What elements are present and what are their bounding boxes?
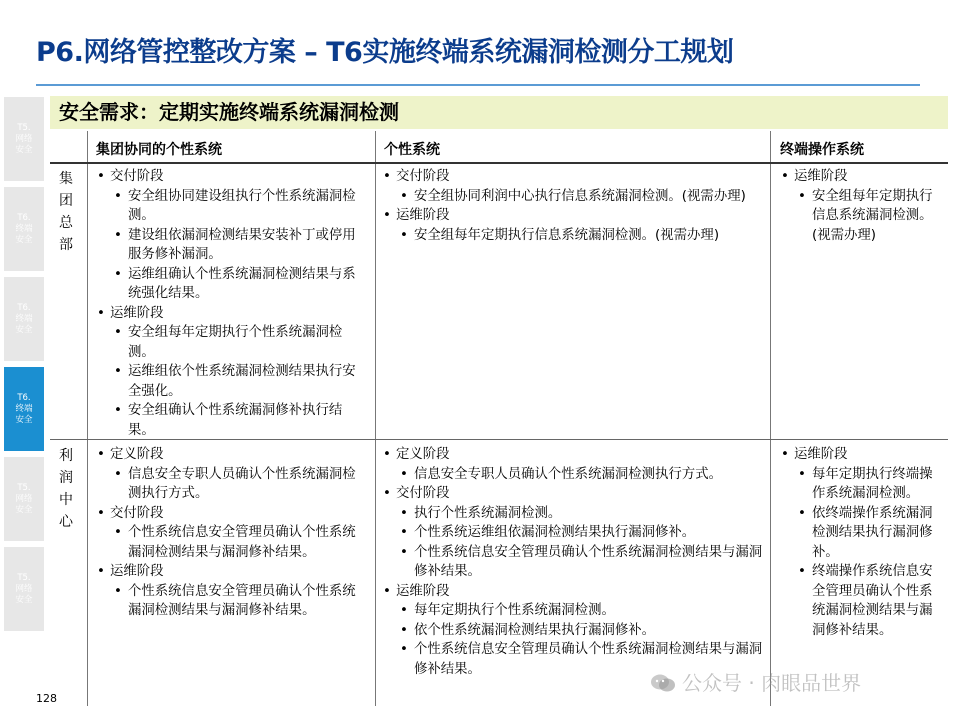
phase-item: • 交付阶段 — [380, 167, 766, 187]
table-divider — [375, 131, 376, 706]
phase-item: • 交付阶段 — [380, 484, 766, 504]
side-tab-6[interactable]: T5. 网络 安全 — [4, 547, 44, 631]
task-item: • 依终端操作系统漏洞检测结果执行漏洞修补。 — [778, 504, 942, 563]
row-label-profit-center: 利 润 中 心 — [59, 448, 73, 530]
phase-item: • 定义阶段 — [94, 445, 366, 465]
cell-pc-group-systems — [94, 445, 366, 621]
bullet-list — [380, 167, 766, 245]
column-header-terminal-os: 终端操作系统 — [780, 142, 864, 158]
table-divider — [770, 131, 771, 706]
task-item: • 安全组确认个性系统漏洞修补执行结果。 — [94, 401, 366, 440]
phase-item: • 运维阶段 — [94, 562, 366, 582]
table-header-rule — [50, 162, 948, 164]
section-side-nav — [4, 97, 46, 637]
task-item: • 个性系统运维组依漏洞检测结果执行漏洞修补。 — [380, 523, 766, 543]
phase-item: • 运维阶段 — [380, 206, 766, 226]
side-tab-1[interactable]: T5. 网络 安全 — [4, 97, 44, 181]
responsibility-table — [50, 131, 948, 706]
task-item: • 安全组每年定期执行个性系统漏洞检测。 — [94, 323, 366, 362]
watermark — [650, 667, 861, 696]
task-item: • 每年定期执行个性系统漏洞检测。 — [380, 601, 766, 621]
side-tab-5[interactable]: T5. 网络 安全 — [4, 457, 44, 541]
side-tab-4-active[interactable]: T6. 终端 安全 — [4, 367, 44, 451]
task-item: • 运维组依个性系统漏洞检测结果执行安全强化。 — [94, 362, 366, 401]
task-item: • 个性系统信息安全管理员确认个性系统漏洞检测结果与漏洞修补结果。 — [380, 640, 766, 679]
page-number: 128 — [36, 692, 57, 705]
cell-pc-terminal-os — [778, 445, 942, 640]
task-item: • 每年定期执行终端操作系统漏洞检测。 — [778, 465, 942, 504]
wechat-icon — [650, 673, 676, 693]
bullet-list — [94, 167, 366, 440]
phase-item: • 交付阶段 — [94, 504, 366, 524]
cell-hq-group-systems — [94, 167, 366, 440]
column-header-group-systems: 集团协同的个性系统 — [96, 142, 222, 158]
row-label-headquarters: 集 团 总 部 — [59, 171, 73, 253]
cell-hq-individual-systems — [380, 167, 766, 245]
cell-pc-individual-systems — [380, 445, 766, 679]
task-item: • 建设组依漏洞检测结果安装补丁或停用服务修补漏洞。 — [94, 226, 366, 265]
bullet-list — [778, 445, 942, 640]
table-divider — [87, 131, 88, 706]
task-item: • 终端操作系统信息安全管理员确认个性系统漏洞检测结果与漏洞修补结果。 — [778, 562, 942, 640]
task-item: • 个性系统信息安全管理员确认个性系统漏洞检测结果与漏洞修补结果。 — [94, 523, 366, 562]
task-item: • 依个性系统漏洞检测结果执行漏洞修补。 — [380, 621, 766, 641]
requirement-banner: 安全需求：定期实施终端系统漏洞检测 — [50, 96, 948, 129]
task-item: • 运维组确认个性系统漏洞检测结果与系统强化结果。 — [94, 265, 366, 304]
bullet-list — [778, 167, 942, 245]
column-header-individual-systems: 个性系统 — [384, 142, 440, 158]
phase-item: • 运维阶段 — [380, 582, 766, 602]
bullet-list — [94, 445, 366, 621]
phase-item: • 运维阶段 — [94, 304, 366, 324]
task-item: • 个性系统信息安全管理员确认个性系统漏洞检测结果与漏洞修补结果。 — [380, 543, 766, 582]
bullet-list — [380, 445, 766, 679]
phase-item: • 交付阶段 — [94, 167, 366, 187]
page-title: P6.网络管控整改方案 – T6实施终端系统漏洞检测分工规划 — [36, 37, 734, 68]
task-item: • 执行个性系统漏洞检测。 — [380, 504, 766, 524]
side-tab-2[interactable]: T6. 终端 安全 — [4, 187, 44, 271]
phase-item: • 定义阶段 — [380, 445, 766, 465]
task-item: • 信息安全专职人员确认个性系统漏洞检测执行方式。 — [94, 465, 366, 504]
title-divider — [36, 84, 920, 86]
phase-item: • 运维阶段 — [778, 167, 942, 187]
task-item: • 安全组每年定期执行信息系统漏洞检测。(视需办理) — [778, 187, 942, 246]
watermark-text: 公众号 · 肉眼品世界 — [682, 671, 862, 695]
side-tab-3[interactable]: T6. 终端 安全 — [4, 277, 44, 361]
task-item: • 安全组协同利润中心执行信息系统漏洞检测。(视需办理) — [380, 187, 766, 207]
task-item: • 安全组每年定期执行信息系统漏洞检测。(视需办理) — [380, 226, 766, 246]
task-item: • 信息安全专职人员确认个性系统漏洞检测执行方式。 — [380, 465, 766, 485]
phase-item: • 运维阶段 — [778, 445, 942, 465]
task-item: • 个性系统信息安全管理员确认个性系统漏洞检测结果与漏洞修补结果。 — [94, 582, 366, 621]
cell-hq-terminal-os — [778, 167, 942, 245]
task-item: • 安全组协同建设组执行个性系统漏洞检测。 — [94, 187, 366, 226]
